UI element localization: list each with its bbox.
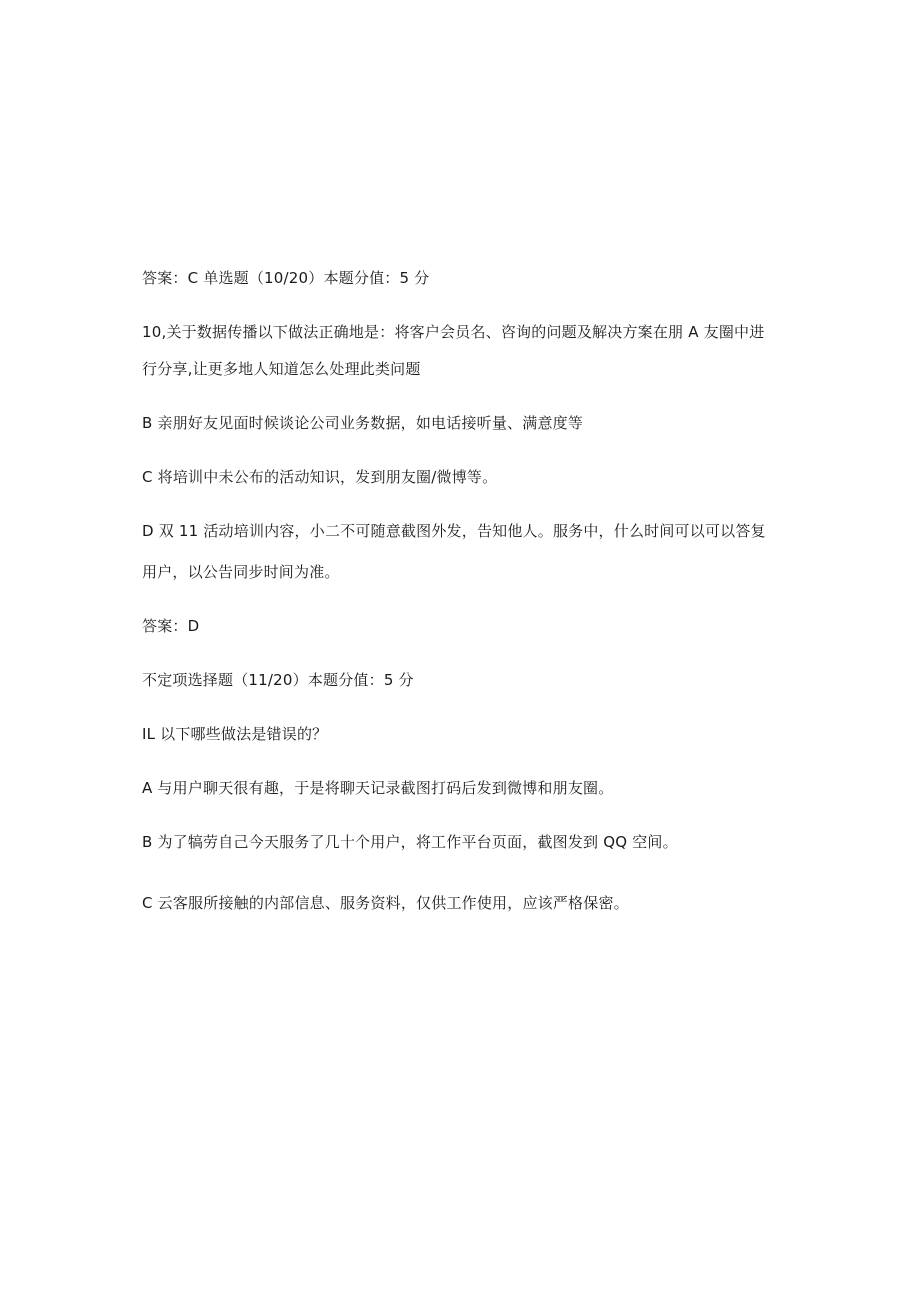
question-11-option-c: C 云客服所接触的内部信息、服务资料，仅供工作使用，应该严格保密。 xyxy=(142,894,629,912)
question-11-header: 不定项选择题（11/20）本题分值：5 分 xyxy=(142,671,414,689)
question-11-option-b: B 为了犒劳自己今天服务了几十个用户，将工作平台页面，截图发到 QQ 空间。 xyxy=(142,833,678,851)
option-d-line-2: 用户，以公告同步时间为准。 xyxy=(142,563,340,581)
question-10-line-1: 10,关于数据传播以下做法正确地是：将客户会员名、咨询的问题及解决方案在朋 A 友圈中进 xyxy=(142,323,765,341)
answer-and-question-header: 答案：C 单选题（10/20）本题分值：5 分 xyxy=(142,269,430,287)
answer-d: 答案：D xyxy=(142,617,200,635)
option-c: C 将培训中未公布的活动知识，发到朋友圈/微博等。 xyxy=(142,468,498,486)
option-b: B 亲朋好友见面时候谈论公司业务数据，如电话接听量、满意度等 xyxy=(142,414,584,432)
option-d-line-1: D 双 11 活动培训内容，小二不可随意截图外发，告知他人。服务中，什么时间可以可以答复 xyxy=(142,522,766,540)
question-10-line-2: 行分享,让更多地人知道怎么处理此类问题 xyxy=(142,360,421,378)
question-11-text: IL 以下哪些做法是错误的？ xyxy=(142,725,328,743)
question-11-option-a: A 与用户聊天很有趣，于是将聊天记录截图打码后发到微博和朋友圈。 xyxy=(142,779,614,797)
